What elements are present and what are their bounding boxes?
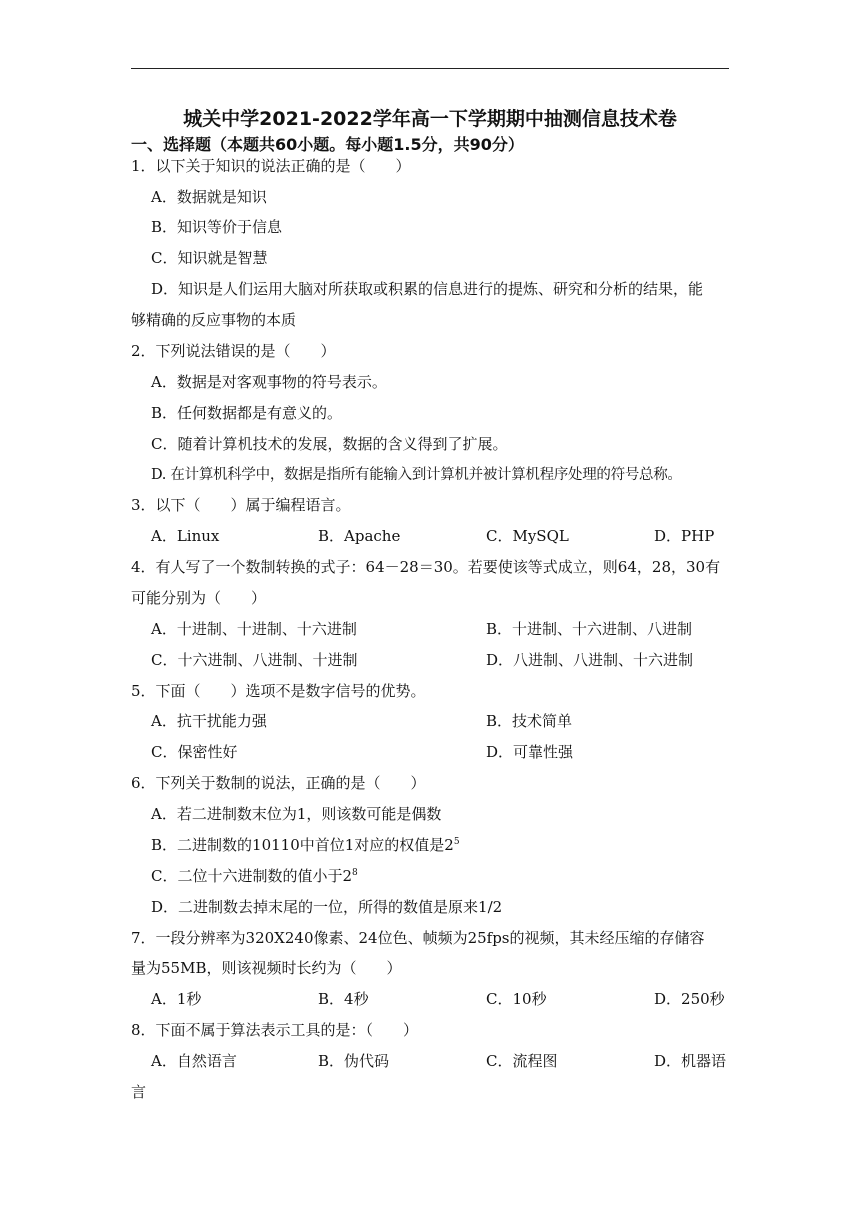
question-4-option-d: D．八进制、八进制、十六进制	[486, 651, 694, 669]
question-8-option-d: D．机器语	[654, 1052, 727, 1070]
section-heading: 一、选择题（本题共60小题。每小题1.5分，共90分）	[131, 135, 524, 154]
question-6-stem: 6．下列关于数制的说法，正确的是（ ）	[131, 774, 426, 792]
question-5-stem: 5．下面（ ）选项不是数字信号的优势。	[131, 682, 426, 700]
question-8-option-b: B．伪代码	[318, 1052, 390, 1070]
question-8-option-d-cont: 言	[131, 1083, 147, 1101]
question-7-option-d: D．250秒	[654, 990, 725, 1008]
question-4-option-a: A．十进制、十进制、十六进制	[151, 620, 357, 638]
question-6-option-b-text: B．二进制数的10110中首位1对应的权值是2	[151, 836, 454, 854]
question-6-option-c-text: C．二位十六进制数的值小于2	[151, 867, 353, 885]
question-2-option-b: B．任何数据都是有意义的。	[151, 404, 343, 422]
question-1-option-b: B．知识等价于信息	[151, 218, 283, 236]
question-4-stem-cont: 可能分别为（ ）	[131, 589, 267, 607]
question-3-option-d: D．PHP	[654, 527, 715, 545]
question-6-option-a: A．若二进制数末位为1，则该数可能是偶数	[151, 805, 442, 823]
question-4-option-c: C．十六进制、八进制、十进制	[151, 651, 358, 669]
header-rule	[131, 68, 729, 69]
question-5-option-a: A．抗干扰能力强	[151, 712, 267, 730]
page-title: 城关中学2021-2022学年高一下学期期中抽测信息技术卷	[183, 108, 677, 130]
question-7-option-a: A．1秒	[151, 990, 202, 1008]
question-5-option-c: C．保密性好	[151, 743, 238, 761]
question-6-option-b-exponent: 5	[453, 837, 460, 847]
question-7-option-b: B．4秒	[318, 990, 369, 1008]
question-5-option-d: D．可靠性强	[486, 743, 574, 761]
question-6-option-c	[151, 865, 358, 886]
question-2-option-d: D. 在计算机科学中，数据是指所有能输入到计算机并被计算机程序处理的符号总称。	[151, 467, 682, 483]
question-3-option-b: B．Apache	[318, 527, 401, 545]
question-8-option-a: A．自然语言	[151, 1052, 237, 1070]
question-3-stem: 3．以下（ ）属于编程语言。	[131, 496, 351, 514]
question-3-option-a: A．Linux	[151, 527, 220, 545]
question-6-option-d: D．二进制数去掉末尾的一位，所得的数值是原来1/2	[151, 898, 503, 916]
question-2-option-c: C．随着计算机技术的发展，数据的含义得到了扩展。	[151, 435, 508, 453]
question-1-option-d: D．知识是人们运用大脑对所获取或积累的信息进行的提炼、研究和分析的结果，能	[151, 280, 704, 298]
question-8-stem: 8．下面不属于算法表示工具的是：（ ）	[131, 1021, 419, 1039]
question-1-stem: 1．以下关于知识的说法正确的是（ ）	[131, 157, 411, 175]
question-2-option-a: A．数据是对客观事物的符号表示。	[151, 373, 387, 391]
question-1-option-c: C．知识就是智慧	[151, 249, 268, 267]
question-5-option-b: B．技术简单	[486, 712, 573, 730]
question-8-option-c: C．流程图	[486, 1052, 558, 1070]
question-2-stem: 2．下列说法错误的是（ ）	[131, 342, 336, 360]
question-4-option-b: B．十进制、十六进制、八进制	[486, 620, 693, 638]
question-1-option-d-cont: 够精确的反应事物的本质	[131, 311, 297, 329]
question-1-option-a: A．数据就是知识	[151, 188, 267, 206]
question-6-option-c-exponent: 8	[352, 868, 358, 878]
question-4-stem: 4．有人写了一个数制转换的式子：64－28＝30。若要使该等式成立，则64，28，30有	[131, 558, 721, 576]
question-3-option-c: C．MySQL	[486, 527, 569, 545]
question-7-stem-cont: 量为55MB，则该视频时长约为（ ）	[131, 959, 402, 977]
question-7-option-c: C．10秒	[486, 990, 547, 1008]
question-7-stem: 7．一段分辨率为320X240像素、24位色、帧频为25fps的视频，其未经压缩的存储容	[131, 929, 705, 947]
question-6-option-b	[151, 834, 460, 855]
